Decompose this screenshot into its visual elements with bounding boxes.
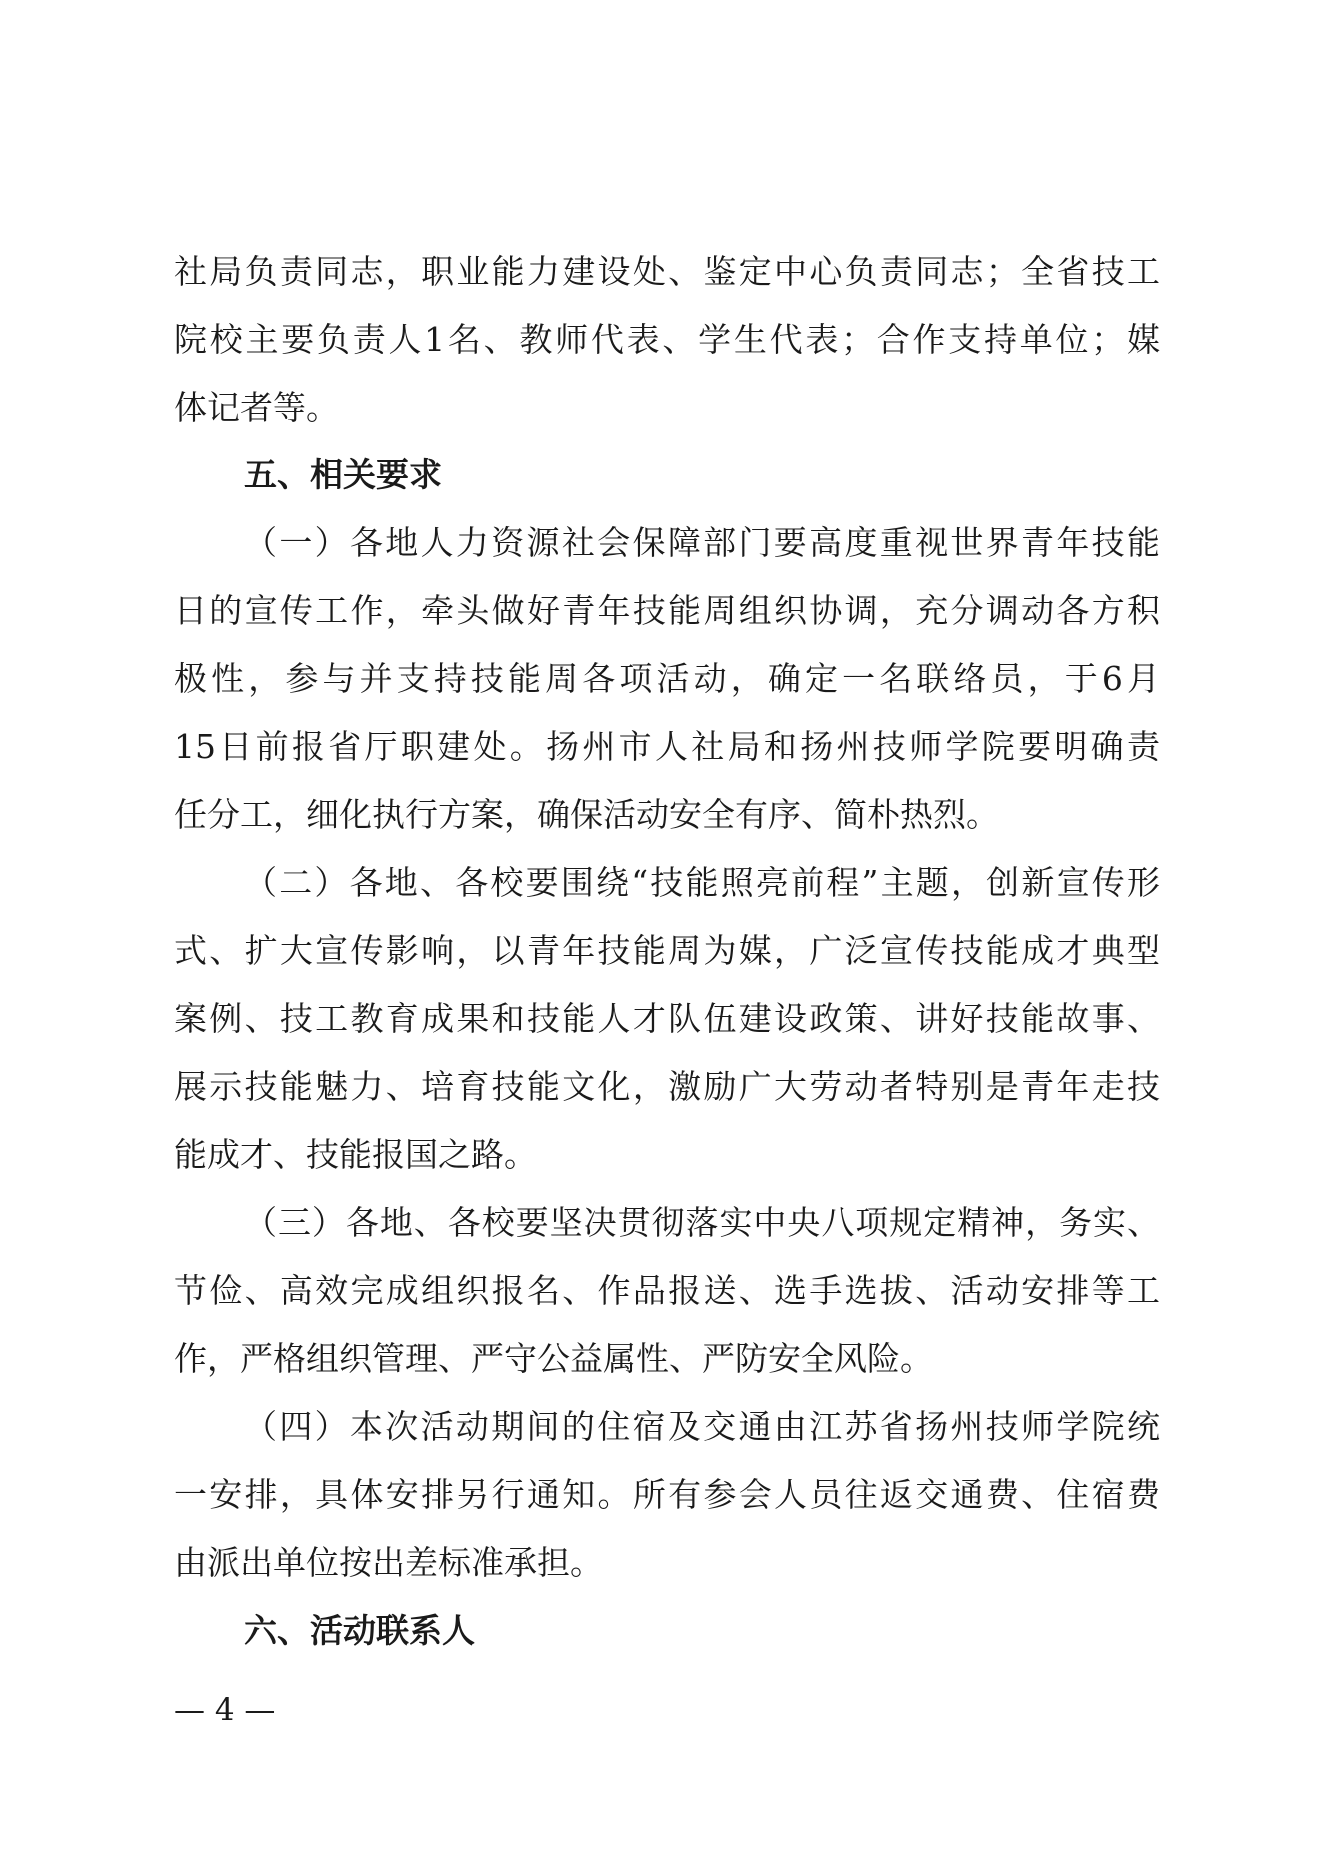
section-heading: 五、相关要求 (244, 455, 442, 494)
body-line: 社局负责同志，职业能力建设处、鉴定中心负责同志；全省技工 (174, 252, 1160, 291)
body-line: 一安排，具体安排另行通知。所有参会人员往返交通费、住宿费 (174, 1475, 1160, 1514)
paragraph-first-line: （一）各地人力资源社会保障部门要高度重视世界青年技能 (244, 523, 1160, 562)
body-line: 案例、技工教育成果和技能人才队伍建设政策、讲好技能故事、 (174, 999, 1160, 1038)
paragraph-first-line: （四）本次活动期间的住宿及交通由江苏省扬州技师学院统 (244, 1407, 1160, 1446)
body-line: 极性，参与并支持技能周各项活动，确定一名联络员，于6月 (174, 659, 1160, 698)
body-line: 院校主要负责人1名、教师代表、学生代表；合作支持单位；媒 (174, 320, 1160, 359)
paragraph-first-line: （二）各地、各校要围绕“技能照亮前程”主题，创新宣传形 (244, 863, 1160, 902)
body-line: 展示技能魅力、培育技能文化，激励广大劳动者特别是青年走技 (174, 1067, 1160, 1106)
body-line: 式、扩大宣传影响，以青年技能周为媒，广泛宣传技能成才典型 (174, 931, 1160, 970)
body-line: 能成才、技能报国之路。 (174, 1135, 537, 1174)
body-line: 体记者等。 (174, 388, 339, 427)
section-heading: 六、活动联系人 (244, 1611, 475, 1650)
body-line: 日的宣传工作，牵头做好青年技能周组织协调，充分调动各方积 (174, 591, 1160, 630)
paragraph-first-line: （三）各地、各校要坚决贯彻落实中央八项规定精神，务实、 (244, 1203, 1160, 1242)
body-line: 任分工，细化执行方案，确保活动安全有序、简朴热烈。 (174, 795, 999, 834)
body-line: 节俭、高效完成组织报名、作品报送、选手选拔、活动安排等工 (174, 1271, 1160, 1310)
page-number: — 4 — (174, 1692, 276, 1728)
body-line: 作，严格组织管理、严守公益属性、严防安全风险。 (174, 1339, 933, 1378)
body-line: 由派出单位按出差标准承担。 (174, 1543, 603, 1582)
body-line: 15日前报省厅职建处。扬州市人社局和扬州技师学院要明确责 (174, 727, 1160, 766)
